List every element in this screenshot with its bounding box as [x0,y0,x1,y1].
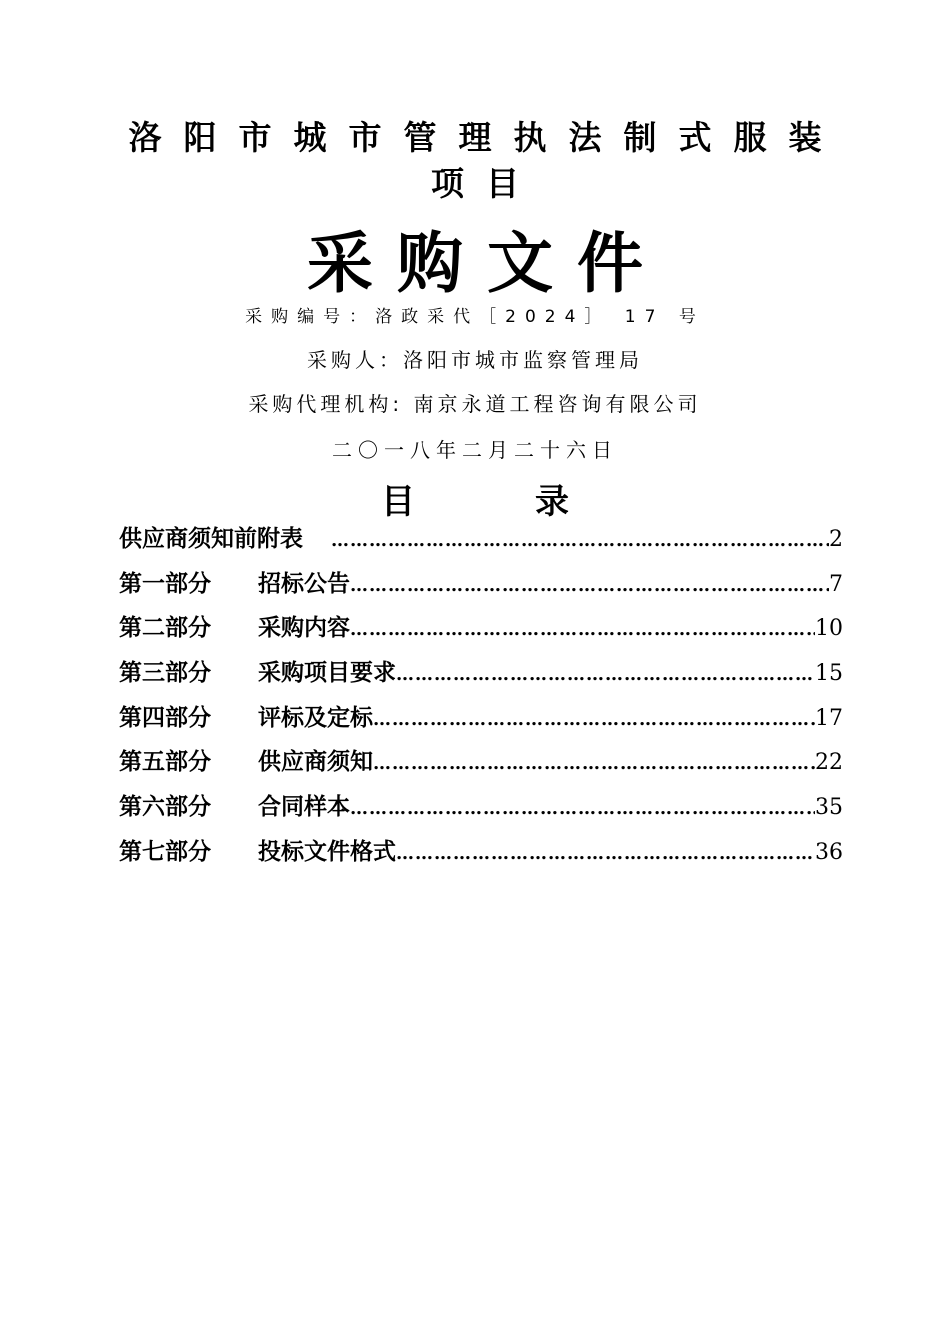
toc-item-name: 采购项目要求 [258,659,396,687]
toc-item-leader [350,621,815,639]
toc-item-name: 评标及定标 [258,703,373,731]
toc-item-part: 第五部分 [119,748,211,776]
toc-item-part: 第一部分 [119,569,211,597]
toc-item-leader [373,755,815,773]
toc-item-part: 第六部分 [119,793,211,821]
toc-item-page: 7 [829,571,843,597]
toc-item-leader [350,800,815,818]
toc-item-page: 2 [829,527,843,552]
toc-heading [0,474,950,523]
toc-item[interactable] [119,699,843,744]
toc-item-leader [350,577,829,595]
toc-item-part: 第二部分 [119,614,211,642]
toc-heading-right: 录 [535,482,569,522]
procurement-agency: 采购代理机构: 南京永道工程咨询有限公司 [248,392,702,416]
toc-item-part: 第三部分 [119,659,211,687]
toc-item[interactable] [119,520,843,565]
project-title-line1: 洛阳市城市管理执法制式服装 [128,118,844,157]
toc-item-leader [331,532,829,550]
toc-item[interactable] [119,833,843,878]
toc-item-name: 采购内容 [258,614,350,642]
toc-item-page: 36 [815,839,843,865]
toc-item-leader [373,711,815,729]
project-title-line2: 项目 [431,164,541,203]
document-title: 采购文件 [307,225,667,302]
toc-item-name: 招标公告 [258,569,350,597]
toc-item[interactable] [119,788,843,833]
toc-item-page: 35 [815,795,843,821]
toc-item-page: 15 [815,661,843,687]
purchaser: 采购人：洛阳市城市监察管理局 [307,348,643,372]
toc-item-name: 投标文件格式 [258,837,396,865]
toc-item[interactable] [119,743,843,788]
toc-item[interactable] [119,565,843,610]
table-of-contents [119,520,843,878]
document-date: 二〇一八年二月二十六日 [332,438,618,462]
toc-item[interactable] [119,654,843,699]
toc-item-leader [396,666,815,684]
toc-heading-left: 目 [381,482,415,522]
toc-item-name: 合同样本 [258,793,350,821]
toc-item-part: 供应商须知前附表 [119,525,303,552]
toc-item-page: 10 [815,616,843,642]
toc-item-page: 17 [815,705,843,731]
toc-item-page: 22 [815,750,843,776]
toc-item-part: 第四部分 [119,703,211,731]
toc-item-name: 供应商须知 [258,748,373,776]
toc-item[interactable] [119,609,843,654]
toc-item-part: 第七部分 [119,837,211,865]
toc-item-leader [396,845,815,863]
procurement-number: 采购编号：洛政采代［2024］ 17 号 [245,307,705,327]
